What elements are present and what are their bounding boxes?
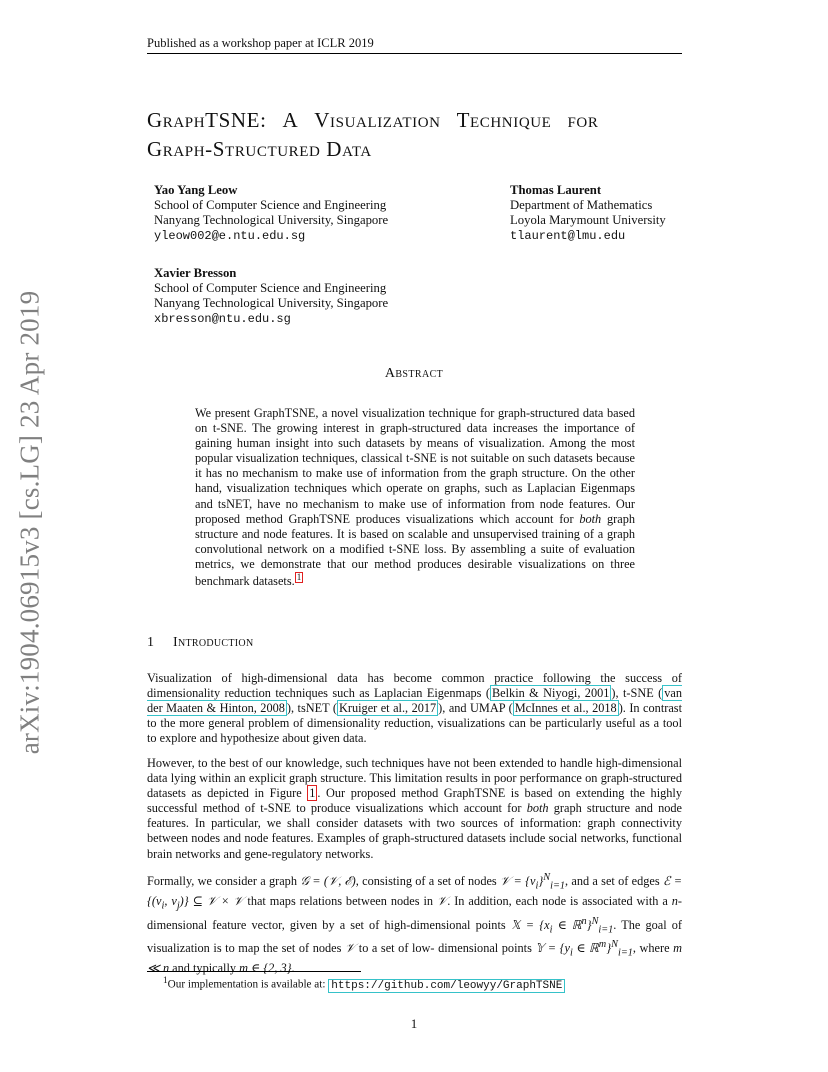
abstract-heading: Abstract	[384, 366, 444, 381]
arxiv-identifier-stamp	[8, 287, 52, 757]
running-header: Published as a workshop paper at ICLR 2019	[147, 36, 374, 50]
author-name: Xavier Bresson	[154, 266, 237, 280]
author-block-1	[154, 183, 388, 244]
paragraph-3: Formally, we consider a graph 𝒢 = (𝒱, ℰ), consisting of a set of nodes 𝒱 = $\{v_i\}^N_{i=1}$, and a set of edges ℰ = {($v_i$, $v_j$)} ⊆ 𝒱 × 𝒱 that maps relations between nodes in 𝒱. In addition, each node is associated with a n-dimensional feature vector, given by a set of high-dimensional points 𝕏 = {$x_i$ ∈ ℝ$^n$}$^N_{i=1}$. The goal of visualization is to map the set of nodes 𝒱 to a set of low- dimensional points 𝕐 = {$y_i$ ∈ ℝ$^m$}$^N_{i=1}$, where m ≪ n and typically m ∈ {2, 3}.	[147, 872, 683, 976]
title-line-1: GraphTSNE: A Visualization Technique for	[147, 108, 599, 132]
citation-link[interactable]: Kruiger et al., 2017	[339, 701, 437, 716]
author-email[interactable]: tlaurent@lmu.edu	[510, 228, 626, 243]
author-institution: Loyola Marymount University	[510, 213, 666, 228]
author-department: Department of Mathematics	[510, 198, 653, 213]
header-divider	[147, 53, 682, 54]
author-department: School of Computer Science and Engineering	[154, 281, 387, 296]
section-heading	[147, 635, 253, 651]
paragraph-2: However, to the best of our knowledge, such techniques have not been extended to handle high-dimensional data lying within an explicit graph structure. This limitation results in poor performance on graph-structured datasets as depicted in Figure 1 . Our proposed method GraphTSNE is based on extending the highly successful method of t-SNE to produce visualizations which account for both graph structure and node features. In particular, we shall consider datasets with two sources of information: graph connectivity between nodes and node features. Examples of graph-structured datasets include social networks, functional brain networks and gene-regulatory networks.	[147, 756, 682, 861]
footnote-number: 1	[163, 976, 168, 986]
section-title: Introduction	[173, 635, 254, 650]
author-department: School of Computer Science and Engineering	[154, 198, 387, 213]
figure-reference-link[interactable]: 1	[309, 786, 316, 801]
page-number: 1	[410, 1016, 418, 1031]
footnote-link[interactable]: 1	[296, 572, 302, 583]
arxiv-identifier-text: arXiv:1904.06915v3 [cs.LG] 23 Apr 2019	[14, 290, 45, 754]
section-number: 1	[147, 635, 155, 650]
author-email[interactable]: yleow002@e.ntu.edu.sg	[154, 228, 306, 243]
github-link[interactable]: https://github.com/leowyy/GraphTSNE	[328, 979, 565, 993]
author-name: Thomas Laurent	[510, 183, 602, 197]
author-name: Yao Yang Leow	[154, 183, 238, 197]
abstract-body: We present GraphTSNE, a novel visualization technique for graph-structured data based on t-SNE. The growing interest in graph-structured data increases the importance of gaining human insight into such datasets by means of visualization. Among the most popular visualization techniques, classical t-SNE is not suitable on such datasets because it has no mechanism to make use of information from the graph structure. On the other hand, visualization techniques which operate on graphs, such as Laplacian Eigenmaps and tsNET, have no mechanism to make use of information from node features. Our proposed method GraphTSNE produces visualizations which account for both graph structure and node features. It is based on scalable and unsupervised training of a graph convolutional network on a modified t-SNE loss. By assembling a suite of evaluation metrics, we demonstrate that our method produces desirable visualizations on three benchmark datasets. 1	[195, 406, 635, 589]
citation-link[interactable]: McInnes et al., 2018	[514, 701, 617, 716]
author-block-3	[154, 266, 388, 327]
paper-title	[147, 106, 687, 164]
footnote: $^1$Our implementation is available at: https://github.com/leowyy/GraphTSNE	[163, 976, 565, 992]
author-email[interactable]: xbresson@ntu.edu.sg	[154, 311, 291, 326]
author-institution: Nanyang Technological University, Singapore	[154, 296, 389, 311]
title-line-2: Graph-Structured Data	[147, 137, 372, 161]
footnote-divider	[147, 971, 361, 972]
citation-link[interactable]: van der Maaten & Hinton, 2008	[147, 686, 682, 716]
paragraph-1: Visualization of high-dimensional data has become common practice following the success of dimensionality reduction techniques such as Laplacian Eigenmaps ( Belkin & Niyogi, 2001 ), t-SNE ( van der Maaten & Hinton, 2008 ), tsNET ( Kruiger et al., 2017 ), and UMAP ( McInnes et al., 2018 ). In contrast to the more general problem of dimensionality reduction, visualizations can be particularly useful as a tool to explore and hypothesize about given data.	[147, 671, 682, 746]
author-institution: Nanyang Technological University, Singapore	[154, 213, 389, 228]
citation-link[interactable]: Belkin & Niyogi, 2001	[491, 686, 610, 701]
author-block-2	[510, 183, 666, 244]
